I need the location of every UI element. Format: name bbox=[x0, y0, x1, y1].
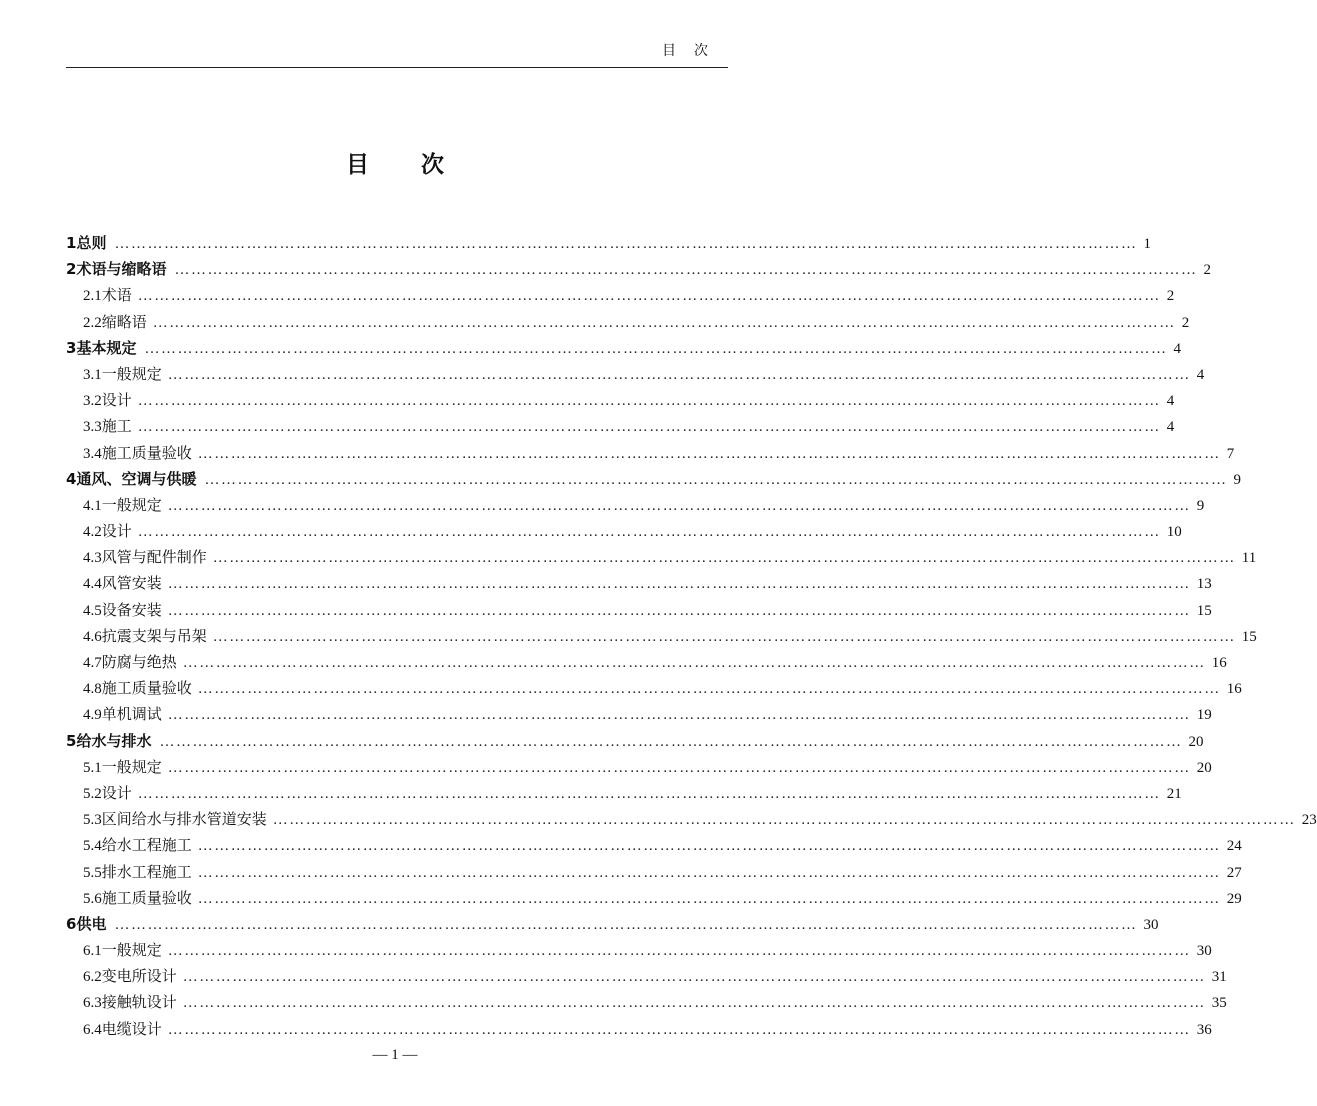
toc-number: 5.2 bbox=[83, 785, 102, 802]
toc-page-number: 24 bbox=[1226, 838, 1242, 855]
toc-page-number: 15 bbox=[1241, 628, 1257, 645]
toc-chapter-row[interactable] bbox=[66, 232, 1151, 258]
toc-number: 4.2 bbox=[83, 524, 102, 541]
toc-section-row[interactable] bbox=[66, 415, 1175, 441]
toc-dot-leader: …………………………………………………………………………………………………………………………………………………………………… bbox=[167, 759, 1191, 776]
toc-number: 4.1 bbox=[83, 497, 102, 514]
toc-section-row[interactable] bbox=[66, 442, 1235, 468]
toc-title: 基本规定 bbox=[76, 338, 137, 357]
toc-number: 4.3 bbox=[83, 550, 102, 567]
toc-page-number: 29 bbox=[1226, 890, 1242, 907]
toc-section-row[interactable] bbox=[66, 311, 1190, 337]
toc-section-row[interactable] bbox=[66, 782, 1182, 808]
toc-number: 6.4 bbox=[83, 1021, 102, 1038]
toc-number: 5.3 bbox=[83, 812, 102, 829]
toc-section-row[interactable] bbox=[66, 703, 1212, 729]
toc-page-number: 30 bbox=[1143, 916, 1159, 933]
toc-page-number: 1 bbox=[1143, 236, 1151, 252]
toc-chapter-row[interactable] bbox=[66, 337, 1181, 363]
toc-dot-leader: …………………………………………………………………………………………………………………………………………………………………… bbox=[167, 576, 1191, 593]
toc-page-number: 35 bbox=[1211, 995, 1227, 1012]
toc-title: 施工质量验收 bbox=[101, 443, 192, 462]
toc-section-row[interactable] bbox=[66, 546, 1257, 572]
toc-page-number: 20 bbox=[1188, 733, 1204, 750]
toc-page-number: 15 bbox=[1196, 602, 1212, 619]
toc-dot-leader: …………………………………………………………………………………………………………………………………………………………………… bbox=[167, 707, 1191, 724]
toc-title: 一般规定 bbox=[101, 364, 162, 383]
toc-page-number: 9 bbox=[1233, 471, 1241, 488]
toc-number: 6.1 bbox=[83, 943, 102, 960]
toc-section-row[interactable] bbox=[66, 651, 1227, 677]
toc-title: 电缆设计 bbox=[101, 1019, 162, 1038]
toc-title: 区间给水与排水管道安装 bbox=[101, 810, 267, 829]
toc-number: 5.5 bbox=[83, 864, 102, 881]
toc-section-row[interactable] bbox=[66, 363, 1205, 389]
toc-title: 一般规定 bbox=[101, 941, 162, 960]
toc-number: 4 bbox=[66, 469, 77, 488]
toc-dot-leader: …………………………………………………………………………………………………………………………………………………………………… bbox=[167, 366, 1191, 383]
toc-number: 3.4 bbox=[83, 445, 102, 462]
toc-section-row[interactable] bbox=[66, 861, 1242, 887]
toc-page-number: 4 bbox=[1196, 366, 1205, 383]
toc-dot-leader: …………………………………………………………………………………………………………………………………………………………………… bbox=[137, 785, 1161, 802]
toc-chapter-row[interactable] bbox=[66, 258, 1211, 284]
toc-section-row[interactable] bbox=[66, 599, 1212, 625]
toc-title: 施工 bbox=[101, 417, 132, 436]
toc-dot-leader: …………………………………………………………………………………………………………………………………………………………………… bbox=[197, 838, 1221, 855]
toc-number: 4.9 bbox=[83, 707, 102, 724]
toc-section-row[interactable] bbox=[66, 808, 1317, 834]
toc-dot-leader: …………………………………………………………………………………………………………………………………………………………………… bbox=[174, 262, 1198, 279]
toc-dot-leader: …………………………………………………………………………………………………………………………………………………………………… bbox=[182, 995, 1206, 1012]
toc-number: 6 bbox=[66, 914, 77, 933]
toc-section-row[interactable] bbox=[66, 887, 1242, 913]
toc-number: 3.2 bbox=[83, 393, 102, 410]
toc-section-row[interactable] bbox=[66, 1018, 1212, 1044]
toc-number: 4.4 bbox=[83, 576, 102, 593]
toc-page-number: 31 bbox=[1211, 969, 1227, 986]
toc-dot-leader: …………………………………………………………………………………………………………………………………………………………………… bbox=[182, 655, 1206, 671]
toc-dot-leader: …………………………………………………………………………………………………………………………………………………………………… bbox=[167, 1021, 1191, 1038]
toc-title: 排水工程施工 bbox=[101, 862, 192, 881]
toc-dot-leader: …………………………………………………………………………………………………………………………………………………………………… bbox=[144, 340, 1168, 357]
toc-section-row[interactable] bbox=[66, 991, 1227, 1017]
toc-number: 3.1 bbox=[83, 366, 102, 383]
toc-number: 2.2 bbox=[83, 314, 102, 331]
toc-title: 设计 bbox=[101, 391, 132, 410]
toc-dot-leader: …………………………………………………………………………………………………………………………………………………………………… bbox=[197, 890, 1221, 907]
toc-number: 4.7 bbox=[83, 655, 102, 671]
toc-page-number: 20 bbox=[1196, 759, 1212, 776]
toc-page-number: 19 bbox=[1196, 707, 1212, 724]
toc-number: 1 bbox=[66, 234, 77, 252]
toc-section-row[interactable] bbox=[66, 677, 1242, 703]
toc-page-number: 11 bbox=[1241, 550, 1257, 567]
toc-title: 术语 bbox=[101, 286, 132, 305]
toc-number: 5.1 bbox=[83, 759, 102, 776]
toc-number: 2 bbox=[66, 260, 77, 279]
toc-page-number: 16 bbox=[1226, 681, 1242, 698]
toc-number: 2.1 bbox=[83, 288, 102, 305]
toc-number: 5 bbox=[66, 731, 77, 750]
toc-title: 设备安装 bbox=[101, 600, 162, 619]
table-of-contents bbox=[66, 232, 1317, 1044]
toc-page-number: 21 bbox=[1166, 785, 1182, 802]
toc-title: 接触轨设计 bbox=[101, 993, 177, 1012]
toc-number: 3.3 bbox=[83, 419, 102, 436]
toc-title: 设计 bbox=[101, 522, 132, 541]
toc-dot-leader: …………………………………………………………………………………………………………………………………………………………………… bbox=[197, 864, 1221, 881]
page-title: 目次 bbox=[346, 152, 496, 178]
toc-dot-leader: …………………………………………………………………………………………………………………………………………………………………… bbox=[212, 550, 1236, 567]
toc-dot-leader: …………………………………………………………………………………………………………………………………………………………………… bbox=[167, 943, 1191, 960]
toc-title: 供电 bbox=[76, 914, 107, 933]
toc-section-row[interactable] bbox=[66, 494, 1205, 520]
toc-section-row[interactable] bbox=[66, 939, 1212, 965]
toc-dot-leader: …………………………………………………………………………………………………………………………………………………………………… bbox=[137, 393, 1161, 410]
toc-number: 5.6 bbox=[83, 890, 102, 907]
toc-section-row[interactable] bbox=[66, 834, 1242, 860]
toc-dot-leader: …………………………………………………………………………………………………………………………………………………………………… bbox=[137, 419, 1161, 436]
toc-title: 缩略语 bbox=[101, 312, 147, 331]
toc-dot-leader: …………………………………………………………………………………………………………………………………………………………………… bbox=[167, 602, 1191, 619]
toc-dot-leader: …………………………………………………………………………………………………………………………………………………………………… bbox=[137, 524, 1161, 541]
toc-number: 6.2 bbox=[83, 969, 102, 986]
toc-dot-leader: …………………………………………………………………………………………………………………………………………………………………… bbox=[197, 445, 1221, 462]
toc-dot-leader: …………………………………………………………………………………………………………………………………………………………………… bbox=[114, 236, 1138, 252]
toc-title: 变电所设计 bbox=[101, 967, 177, 986]
toc-title: 抗震支架与吊架 bbox=[101, 626, 207, 645]
toc-page-number: 36 bbox=[1196, 1021, 1212, 1038]
toc-page-number: 2 bbox=[1166, 288, 1175, 305]
toc-title: 风管与配件制作 bbox=[101, 548, 207, 567]
toc-number: 5.4 bbox=[83, 838, 102, 855]
toc-dot-leader: …………………………………………………………………………………………………………………………………………………………………… bbox=[272, 812, 1296, 829]
toc-title: 单机调试 bbox=[101, 705, 162, 724]
header-rule bbox=[66, 67, 728, 68]
toc-dot-leader: …………………………………………………………………………………………………………………………………………………………………… bbox=[204, 471, 1228, 488]
toc-number: 3 bbox=[66, 338, 77, 357]
toc-page-number: 2 bbox=[1203, 262, 1211, 279]
toc-section-row[interactable] bbox=[66, 965, 1227, 991]
toc-chapter-row[interactable] bbox=[66, 730, 1204, 756]
running-header: 目次 bbox=[662, 43, 726, 59]
toc-dot-leader: …………………………………………………………………………………………………………………………………………………………………… bbox=[152, 314, 1176, 331]
toc-title: 术语与缩略语 bbox=[76, 260, 167, 279]
toc-dot-leader: …………………………………………………………………………………………………………………………………………………………………… bbox=[137, 288, 1161, 305]
toc-number: 6.3 bbox=[83, 995, 102, 1012]
toc-dot-leader: …………………………………………………………………………………………………………………………………………………………………… bbox=[167, 497, 1191, 514]
toc-title: 给水与排水 bbox=[76, 731, 152, 750]
toc-title: 风管安装 bbox=[101, 574, 162, 593]
toc-page-number: 7 bbox=[1226, 445, 1235, 462]
toc-section-row[interactable] bbox=[66, 284, 1175, 310]
toc-dot-leader: …………………………………………………………………………………………………………………………………………………………………… bbox=[212, 628, 1236, 645]
toc-section-row[interactable] bbox=[66, 625, 1257, 651]
toc-number: 4.6 bbox=[83, 628, 102, 645]
toc-title: 施工质量验收 bbox=[101, 888, 192, 907]
page-folio: — 1 — bbox=[372, 1047, 418, 1063]
toc-title: 一般规定 bbox=[101, 757, 162, 776]
toc-page-number: 4 bbox=[1173, 340, 1181, 357]
toc-title: 通风、空调与供暖 bbox=[76, 469, 197, 488]
toc-title: 设计 bbox=[101, 783, 132, 802]
toc-dot-leader: …………………………………………………………………………………………………………………………………………………………………… bbox=[159, 733, 1183, 750]
toc-page-number: 23 bbox=[1301, 812, 1317, 829]
toc-page-number: 2 bbox=[1181, 314, 1190, 331]
toc-page-number: 16 bbox=[1211, 655, 1227, 671]
toc-page-number: 27 bbox=[1226, 864, 1242, 881]
toc-title: 给水工程施工 bbox=[101, 836, 192, 855]
toc-chapter-row[interactable] bbox=[66, 913, 1159, 939]
toc-page-number: 13 bbox=[1196, 576, 1212, 593]
toc-number: 4.5 bbox=[83, 602, 102, 619]
toc-title: 总则 bbox=[76, 234, 107, 252]
toc-page-number: 9 bbox=[1196, 497, 1205, 514]
toc-section-row[interactable] bbox=[66, 572, 1212, 598]
toc-chapter-row[interactable] bbox=[66, 468, 1241, 494]
toc-page-number: 4 bbox=[1166, 393, 1175, 410]
toc-title: 防腐与绝热 bbox=[101, 653, 177, 671]
toc-section-row[interactable] bbox=[66, 520, 1182, 546]
toc-page-number: 10 bbox=[1166, 524, 1182, 541]
toc-dot-leader: …………………………………………………………………………………………………………………………………………………………………… bbox=[197, 681, 1221, 698]
toc-title: 施工质量验收 bbox=[101, 679, 192, 698]
toc-page-number: 4 bbox=[1166, 419, 1175, 436]
toc-page-number: 30 bbox=[1196, 943, 1212, 960]
toc-section-row[interactable] bbox=[66, 756, 1212, 782]
toc-number: 4.8 bbox=[83, 681, 102, 698]
toc-dot-leader: …………………………………………………………………………………………………………………………………………………………………… bbox=[182, 969, 1206, 986]
toc-dot-leader: …………………………………………………………………………………………………………………………………………………………………… bbox=[114, 916, 1138, 933]
toc-title: 一般规定 bbox=[101, 495, 162, 514]
toc-section-row[interactable] bbox=[66, 389, 1175, 415]
